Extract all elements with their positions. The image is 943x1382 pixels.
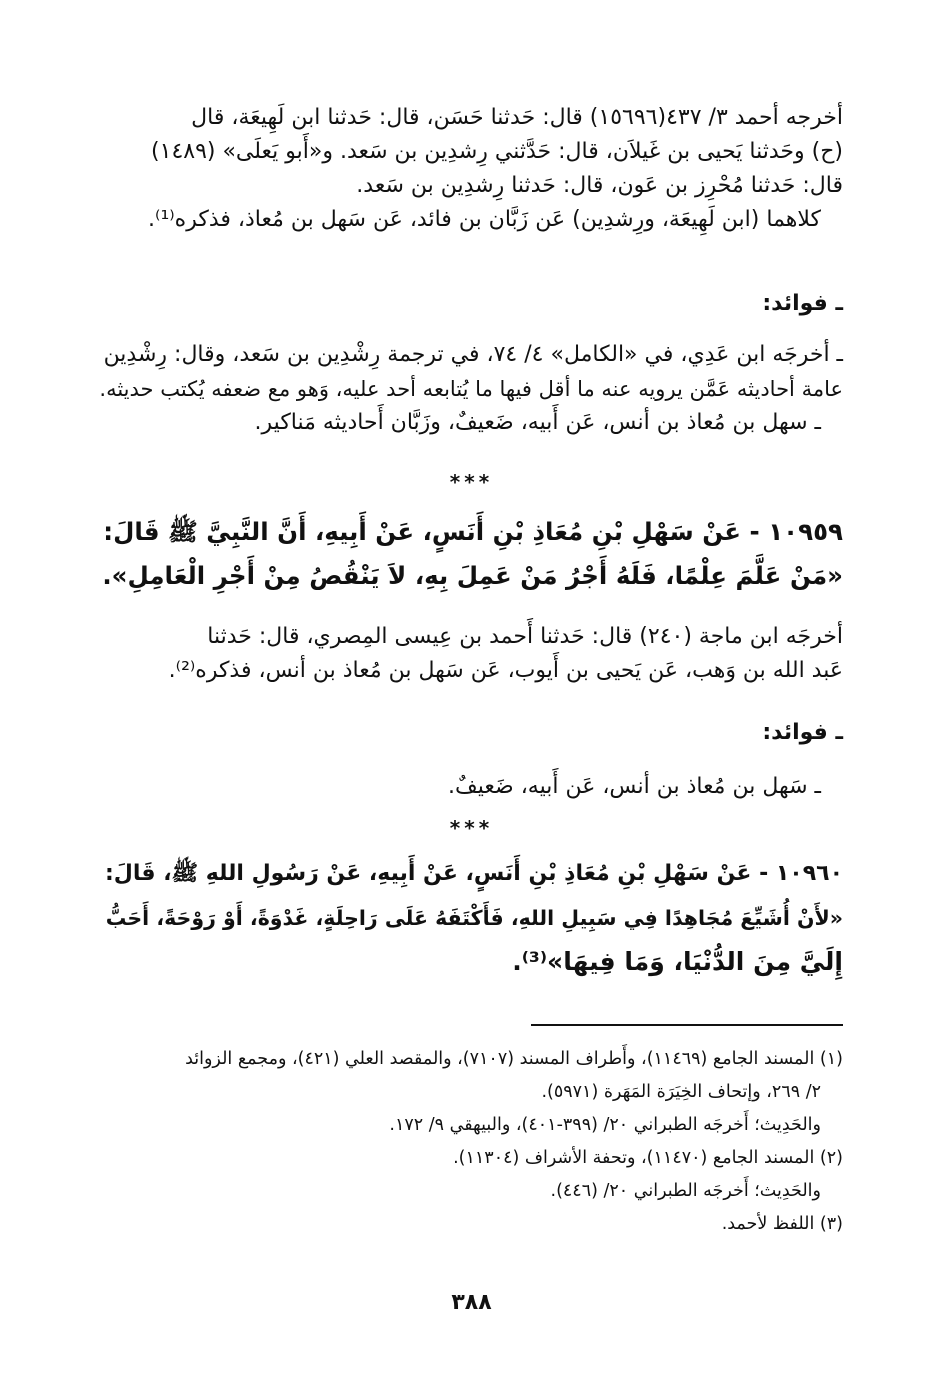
fawaid-heading-2 bbox=[98, 716, 843, 750]
text-line: قال: حَدثنا مُحْرِز بن عَون، قال: حَدثنا رِشدِين بن سَعد. bbox=[356, 173, 843, 198]
hadith-line: ١٠٩٦٠ - عَنْ سَهْلِ بْنِ مُعَاذِ بْنِ أَنَسٍ، عَنْ أَبِيهِ، عَنْ رَسُولِ اللهِ ﷺ، قَالَ: bbox=[104, 861, 843, 886]
text-line: عامة أحاديثه عَمَّن يرويه عنه ما أقل فيها ما يُتابعه أحد عليه، وَهو مع ضعفه يُكتب حديثه. bbox=[99, 377, 843, 401]
footnote-line: (٣) اللفظ لأحمد. bbox=[721, 1214, 843, 1234]
hadith-10959 bbox=[98, 510, 843, 598]
footnote-line: (١) المسند الجامع (١١٤٦٩)، وأَطراف المسند (٧١٠٧)، والمقصد العلي (٤٢١)، ومجمع الزوائد bbox=[185, 1049, 843, 1069]
takhrij-paragraph-2 bbox=[98, 620, 843, 688]
fawaid-heading: ـ فوائد: bbox=[762, 291, 843, 316]
footnote-divider bbox=[531, 1024, 843, 1026]
hadith-line: ١٠٩٥٩ - عَنْ سَهْلِ بْنِ مُعَاذِ بْنِ أَنَسٍ، عَنْ أَبِيهِ، أَنَّ النَّبِيَّ ﷺ قَالَ: bbox=[103, 517, 843, 546]
section-separator: *** bbox=[449, 816, 494, 840]
hadith-line: «مَنْ عَلَّمَ عِلْمًا، فَلَهُ أَجْرُ مَنْ عَمِلَ بِهِ، لاَ يَنْقُصُ مِنْ أَجْرِ الْعَامِلِ». bbox=[102, 561, 843, 590]
footnote-line: ٢/ ٢٦٩، وإتحاف الخِيَرَة المَهَرة (٥٩٧١). bbox=[541, 1082, 821, 1102]
fawaid-paragraph-2 bbox=[98, 770, 843, 804]
footnotes bbox=[98, 1043, 843, 1241]
text-line: ـ أخرجَه ابن عَدِي، في «الكامل» ٤/ ٧٤، في ترجمة رِشْدِين بن سَعد، وقال: رِشْدِين bbox=[103, 342, 843, 367]
hadith-10960 bbox=[98, 852, 843, 984]
text-line: عَبد الله بن وَهب، عَن يَحيى بن أَيوب، عَن سَهل بن مُعاذ بن أنس، فذكره⁽²⁾. bbox=[168, 658, 843, 683]
text-line: ـ سَهل بن مُعاذ بن أنس، عَن أَبيه، ضَعيفٌ. bbox=[448, 774, 821, 799]
text-line: ـ سهل بن مُعاذ بن أنس، عَن أَبيه، ضَعيفٌ، وزَبَّان أَحاديثه مَناكير. bbox=[254, 410, 821, 435]
text-line: أخرجَه ابن ماجة (٢٤٠) قال: حَدثنا أَحمد بن عِيسى المِصري، قال: حَدثنا bbox=[207, 624, 843, 649]
fawaid-heading: ـ فوائد: bbox=[762, 720, 843, 745]
fawaid-paragraph-1 bbox=[98, 338, 843, 440]
hadith-line: إِلَيَّ مِنَ الدُّنْيَا، وَمَا فِيهَا»⁽³⁾. bbox=[512, 947, 843, 976]
footnote-line: (٢) المسند الجامع (١١٤٧٠)، وتحفة الأشراف (١١٣٠٤). bbox=[453, 1148, 843, 1168]
page-number: ٣٨٨ bbox=[451, 1290, 492, 1315]
footnote-line: والحَدِيث؛ أَخرجَه الطبراني ٢٠/ (٣٩٩-٤٠١)، والبيهقي ٩/ ١٧٢. bbox=[389, 1115, 821, 1135]
section-separator: *** bbox=[449, 470, 494, 494]
takhrij-paragraph-1 bbox=[98, 101, 843, 237]
text-line: كلاهما (ابن لَهِيعَة، ورِشدِين) عَن زَبَّان بن فائد، عَن سَهل بن مُعاذ، فذكره⁽¹⁾. bbox=[148, 207, 821, 232]
footnote-line: والحَدِيث؛ أَخرجَه الطبراني ٢٠/ (٤٤٦). bbox=[550, 1181, 821, 1201]
fawaid-heading-1 bbox=[98, 287, 843, 321]
hadith-line: «لأَنْ أُشَيِّعَ مُجَاهِدًا فِي سَبِيلِ اللهِ، فَأَكْتَفَهُ عَلَى رَاحِلَةٍ، غَدْوَةً، أَوْ رَوْحَةً، أَحَبُّ bbox=[105, 906, 843, 930]
text-line: أخرجه أحمد ٣/ ٤٣٧(١٥٦٩٦) قال: حَدثنا حَسَن، قال: حَدثنا ابن لَهِيعَة، قال bbox=[191, 105, 843, 130]
text-line: (ح) وحَدثنا يَحيى بن غَيلاَن، قال: حَدَّثني رِشدِين بن سَعد. و«أَبو يَعلَى» (١٤٨٩) bbox=[151, 139, 843, 164]
